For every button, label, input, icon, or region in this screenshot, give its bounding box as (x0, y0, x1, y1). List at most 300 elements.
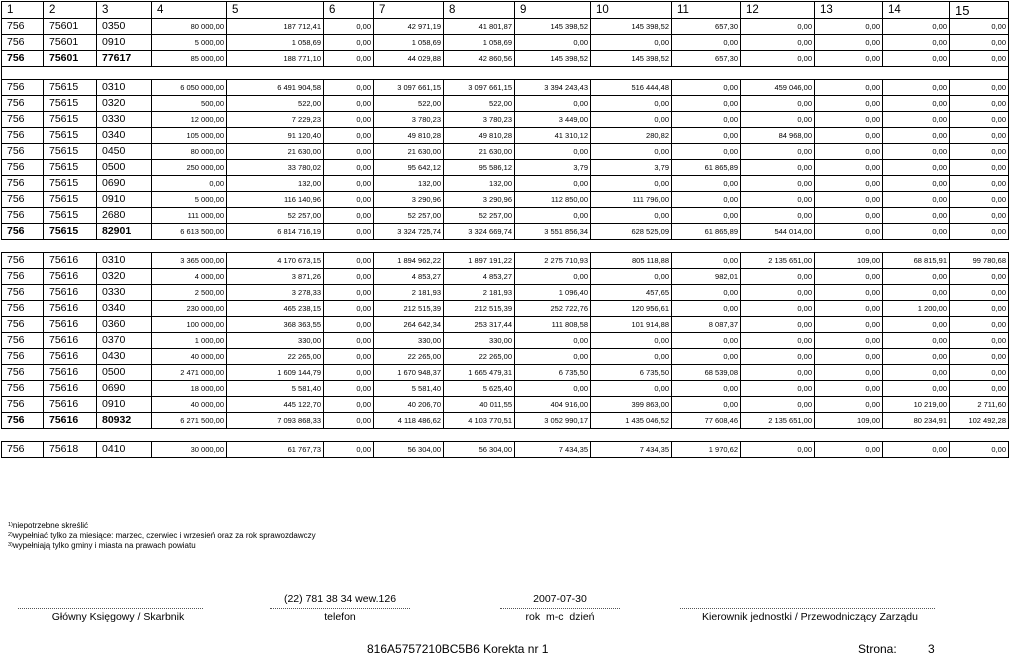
cell-col-5: 52 257,00 (227, 208, 324, 224)
cell-col-9: 3,79 (515, 160, 591, 176)
cell-col-9: 112 850,00 (515, 192, 591, 208)
cell-col-5: 1 058,69 (227, 35, 324, 51)
cell-col-15: 0,00 (950, 144, 1009, 160)
page-number: 3 (928, 642, 935, 656)
table-row (2, 381, 1009, 397)
cell-col-6: 0,00 (324, 224, 374, 240)
cell-col-10: 280,82 (591, 128, 672, 144)
cell-col-12: 0,00 (741, 144, 815, 160)
cell-col-7: 212 515,39 (374, 301, 444, 317)
cell-col-3: 0690 (97, 381, 152, 397)
cell-col-1: 756 (2, 112, 44, 128)
cell-col-6: 0,00 (324, 128, 374, 144)
cell-col-13: 0,00 (815, 160, 883, 176)
cell-col-15: 0,00 (950, 301, 1009, 317)
cell-col-11: 0,00 (672, 285, 741, 301)
cell-col-9: 0,00 (515, 144, 591, 160)
cell-col-1: 756 (2, 208, 44, 224)
cell-col-15: 0,00 (950, 35, 1009, 51)
cell-col-6: 0,00 (324, 176, 374, 192)
cell-col-6: 0,00 (324, 96, 374, 112)
cell-col-7: 5 581,40 (374, 381, 444, 397)
cell-col-15: 0,00 (950, 349, 1009, 365)
cell-col-8: 42 860,56 (444, 51, 515, 67)
cell-col-7: 3 290,96 (374, 192, 444, 208)
cell-col-15: 0,00 (950, 317, 1009, 333)
cell-col-15: 102 492,28 (950, 413, 1009, 429)
cell-col-12: 0,00 (741, 285, 815, 301)
cell-col-9: 2 275 710,93 (515, 253, 591, 269)
cell-col-12: 0,00 (741, 192, 815, 208)
cell-col-4: 250 000,00 (152, 160, 227, 176)
cell-col-1: 756 (2, 397, 44, 413)
cell-col-3: 0360 (97, 317, 152, 333)
accountant-signature-line (18, 608, 203, 609)
cell-col-11: 0,00 (672, 381, 741, 397)
cell-col-14: 0,00 (883, 51, 950, 67)
cell-col-15: 0,00 (950, 224, 1009, 240)
cell-col-9: 0,00 (515, 381, 591, 397)
cell-col-3: 0910 (97, 397, 152, 413)
cell-col-1: 756 (2, 381, 44, 397)
cell-col-2: 75601 (44, 51, 97, 67)
cell-col-15: 0,00 (950, 365, 1009, 381)
cell-col-11: 0,00 (672, 35, 741, 51)
cell-col-5: 5 (227, 2, 324, 19)
cell-col-10: 628 525,09 (591, 224, 672, 240)
cell-col-1: 756 (2, 365, 44, 381)
cell-col-4: 6 050 000,00 (152, 80, 227, 96)
cell-col-8: 522,00 (444, 96, 515, 112)
cell-col-5: 33 780,02 (227, 160, 324, 176)
cell-col-13: 0,00 (815, 381, 883, 397)
cell-col-14: 0,00 (883, 96, 950, 112)
cell-col-9: 0,00 (515, 208, 591, 224)
subtotal-row (2, 51, 1009, 67)
cell-col-15: 0,00 (950, 269, 1009, 285)
cell-col-15: 0,00 (950, 96, 1009, 112)
cell-col-4: 105 000,00 (152, 128, 227, 144)
cell-col-6: 0,00 (324, 112, 374, 128)
cell-col-13: 0,00 (815, 269, 883, 285)
cell-col-2: 75616 (44, 333, 97, 349)
cell-col-11: 0,00 (672, 128, 741, 144)
cell-col-13: 0,00 (815, 285, 883, 301)
cell-col-4: 100 000,00 (152, 317, 227, 333)
document-id: 816A5757210BC5B6 Korekta nr 1 (367, 642, 549, 656)
cell-col-10: 399 863,00 (591, 397, 672, 413)
cell-col-3: 0350 (97, 19, 152, 35)
cell-col-11: 61 865,89 (672, 160, 741, 176)
cell-col-8: 22 265,00 (444, 349, 515, 365)
cell-col-4: 0,00 (152, 176, 227, 192)
cell-col-14: 0,00 (883, 19, 950, 35)
cell-col-11: 0,00 (672, 176, 741, 192)
cell-col-5: 6 814 716,19 (227, 224, 324, 240)
cell-col-10: 0,00 (591, 35, 672, 51)
cell-col-9: 7 434,35 (515, 442, 591, 458)
cell-col-11: 0,00 (672, 96, 741, 112)
cell-col-10: 0,00 (591, 349, 672, 365)
cell-col-4: 30 000,00 (152, 442, 227, 458)
table-row (2, 80, 1009, 96)
cell-col-15: 0,00 (950, 333, 1009, 349)
cell-col-10: 7 434,35 (591, 442, 672, 458)
cell-col-9: 3 052 990,17 (515, 413, 591, 429)
cell-col-15: 0,00 (950, 442, 1009, 458)
section-separator (2, 67, 1009, 80)
cell-col-12: 2 135 651,00 (741, 253, 815, 269)
cell-col-12: 459 046,00 (741, 80, 815, 96)
table-row (2, 333, 1009, 349)
cell-col-4: 2 500,00 (152, 285, 227, 301)
cell-col-5: 7 229,23 (227, 112, 324, 128)
cell-col-10: 0,00 (591, 269, 672, 285)
cell-col-3: 0340 (97, 128, 152, 144)
cell-col-4: 80 000,00 (152, 144, 227, 160)
cell-col-15: 0,00 (950, 192, 1009, 208)
cell-col-1: 756 (2, 317, 44, 333)
cell-col-12: 0,00 (741, 96, 815, 112)
cell-col-10: 10 (591, 2, 672, 19)
cell-col-8: 1 665 479,31 (444, 365, 515, 381)
cell-col-2: 75616 (44, 317, 97, 333)
date-value: 2007-07-30 (533, 593, 587, 605)
cell-col-15: 0,00 (950, 176, 1009, 192)
cell-col-2: 75601 (44, 35, 97, 51)
cell-col-5: 91 120,40 (227, 128, 324, 144)
cell-col-13: 0,00 (815, 144, 883, 160)
table-row (2, 301, 1009, 317)
table-row (2, 19, 1009, 35)
cell-col-7: 44 029,88 (374, 51, 444, 67)
cell-col-4: 2 471 000,00 (152, 365, 227, 381)
cell-col-1: 756 (2, 80, 44, 96)
cell-col-12: 0,00 (741, 51, 815, 67)
cell-col-12: 0,00 (741, 381, 815, 397)
cell-col-12: 84 968,00 (741, 128, 815, 144)
cell-col-7: 1 058,69 (374, 35, 444, 51)
cell-col-8: 2 181,93 (444, 285, 515, 301)
cell-col-1: 756 (2, 192, 44, 208)
cell-col-11: 11 (672, 2, 741, 19)
cell-col-4: 85 000,00 (152, 51, 227, 67)
table-row (2, 285, 1009, 301)
cell-col-8: 8 (444, 2, 515, 19)
cell-col-1: 756 (2, 19, 44, 35)
cell-col-1: 756 (2, 96, 44, 112)
cell-col-5: 187 712,41 (227, 19, 324, 35)
cell-col-14: 0,00 (883, 365, 950, 381)
cell-col-10: 101 914,88 (591, 317, 672, 333)
cell-col-11: 657,30 (672, 51, 741, 67)
table-row (2, 96, 1009, 112)
cell-col-11: 77 608,46 (672, 413, 741, 429)
cell-col-10: 3,79 (591, 160, 672, 176)
cell-col-11: 0,00 (672, 397, 741, 413)
cell-col-1: 756 (2, 144, 44, 160)
cell-col-2: 75616 (44, 365, 97, 381)
cell-col-1: 756 (2, 253, 44, 269)
cell-col-6: 0,00 (324, 144, 374, 160)
cell-col-14: 0,00 (883, 192, 950, 208)
cell-col-9: 3 449,00 (515, 112, 591, 128)
table-row (2, 269, 1009, 285)
table-row (2, 397, 1009, 413)
date-label: rok m-c dzień (525, 611, 595, 623)
cell-col-6: 0,00 (324, 365, 374, 381)
cell-col-2: 75615 (44, 112, 97, 128)
cell-col-2: 75615 (44, 128, 97, 144)
cell-col-5: 132,00 (227, 176, 324, 192)
cell-col-14: 0,00 (883, 128, 950, 144)
cell-col-13: 13 (815, 2, 883, 19)
cell-col-9: 3 394 243,43 (515, 80, 591, 96)
page-label: Strona: (858, 642, 897, 656)
cell-col-12: 0,00 (741, 317, 815, 333)
cell-col-14: 0,00 (883, 285, 950, 301)
cell-col-10: 145 398,52 (591, 51, 672, 67)
cell-col-5: 7 093 868,33 (227, 413, 324, 429)
cell-col-2: 75615 (44, 208, 97, 224)
cell-col-8: 40 011,55 (444, 397, 515, 413)
cell-col-6: 0,00 (324, 285, 374, 301)
cell-col-6: 0,00 (324, 349, 374, 365)
table-row (2, 160, 1009, 176)
cell-col-4: 6 613 500,00 (152, 224, 227, 240)
cell-col-1: 756 (2, 333, 44, 349)
footnote-1: $^{1)}$niepotrzebne skreślić (8, 521, 89, 530)
cell-col-12: 0,00 (741, 349, 815, 365)
cell-col-5: 4 170 673,15 (227, 253, 324, 269)
cell-col-12: 0,00 (741, 176, 815, 192)
cell-col-7: 4 853,27 (374, 269, 444, 285)
cell-col-13: 0,00 (815, 224, 883, 240)
cell-col-9: 41 310,12 (515, 128, 591, 144)
cell-col-1: 756 (2, 128, 44, 144)
cell-col-1: 756 (2, 285, 44, 301)
cell-col-7: 56 304,00 (374, 442, 444, 458)
cell-col-12: 0,00 (741, 112, 815, 128)
cell-col-15: 0,00 (950, 285, 1009, 301)
cell-col-12: 0,00 (741, 397, 815, 413)
cell-col-15: 2 711,60 (950, 397, 1009, 413)
cell-col-3: 2680 (97, 208, 152, 224)
table-row (2, 208, 1009, 224)
cell-col-3: 82901 (97, 224, 152, 240)
cell-col-8: 212 515,39 (444, 301, 515, 317)
cell-col-8: 4 103 770,51 (444, 413, 515, 429)
cell-col-8: 52 257,00 (444, 208, 515, 224)
cell-col-10: 0,00 (591, 144, 672, 160)
cell-col-3: 0320 (97, 269, 152, 285)
cell-col-11: 68 539,08 (672, 365, 741, 381)
cell-col-15: 0,00 (950, 80, 1009, 96)
cell-col-1: 756 (2, 413, 44, 429)
cell-col-3: 0450 (97, 144, 152, 160)
table-row (2, 112, 1009, 128)
footnote-3: $^{3)}$wypełniają tylko gminy i miasta na prawach powiatu (8, 541, 196, 550)
cell-col-11: 8 087,37 (672, 317, 741, 333)
cell-col-11: 0,00 (672, 253, 741, 269)
cell-col-7: 1 670 948,37 (374, 365, 444, 381)
cell-col-4: 80 000,00 (152, 19, 227, 35)
cell-col-1: 756 (2, 301, 44, 317)
cell-col-3: 0910 (97, 192, 152, 208)
cell-col-13: 0,00 (815, 192, 883, 208)
cell-col-2: 75615 (44, 96, 97, 112)
cell-col-11: 1 970,62 (672, 442, 741, 458)
cell-col-7: 3 780,23 (374, 112, 444, 128)
cell-col-12: 0,00 (741, 19, 815, 35)
cell-col-2: 75615 (44, 80, 97, 96)
cell-col-9: 0,00 (515, 96, 591, 112)
cell-col-8: 5 625,40 (444, 381, 515, 397)
cell-col-4: 111 000,00 (152, 208, 227, 224)
cell-col-13: 0,00 (815, 51, 883, 67)
cell-col-10: 0,00 (591, 333, 672, 349)
section-separator (2, 429, 1009, 442)
cell-col-13: 109,00 (815, 413, 883, 429)
table-row (2, 128, 1009, 144)
cell-col-13: 0,00 (815, 176, 883, 192)
cell-col-6: 0,00 (324, 35, 374, 51)
cell-col-14: 68 815,91 (883, 253, 950, 269)
cell-col-5: 368 363,55 (227, 317, 324, 333)
cell-col-14: 0,00 (883, 35, 950, 51)
cell-col-3: 0330 (97, 285, 152, 301)
cell-col-14: 0,00 (883, 176, 950, 192)
cell-col-7: 4 118 486,62 (374, 413, 444, 429)
cell-col-13: 0,00 (815, 442, 883, 458)
cell-col-8: 1 058,69 (444, 35, 515, 51)
cell-col-14: 0,00 (883, 269, 950, 285)
cell-col-9: 145 398,52 (515, 19, 591, 35)
cell-col-6: 0,00 (324, 51, 374, 67)
cell-col-15: 0,00 (950, 160, 1009, 176)
cell-col-6: 0,00 (324, 269, 374, 285)
cell-col-3: 0370 (97, 333, 152, 349)
cell-col-12: 544 014,00 (741, 224, 815, 240)
cell-col-1: 756 (2, 35, 44, 51)
cell-col-14: 0,00 (883, 317, 950, 333)
cell-col-11: 0,00 (672, 333, 741, 349)
cell-col-6: 0,00 (324, 301, 374, 317)
header-row (2, 2, 1009, 19)
cell-col-10: 1 435 046,52 (591, 413, 672, 429)
cell-col-14: 0,00 (883, 381, 950, 397)
cell-col-13: 0,00 (815, 128, 883, 144)
cell-col-4: 6 271 500,00 (152, 413, 227, 429)
cell-col-13: 0,00 (815, 397, 883, 413)
cell-col-2: 75616 (44, 269, 97, 285)
cell-col-9: 111 808,58 (515, 317, 591, 333)
cell-col-9: 1 096,40 (515, 285, 591, 301)
cell-col-3: 0310 (97, 253, 152, 269)
phone-value: (22) 781 38 34 wew.126 (283, 593, 397, 605)
cell-col-14: 0,00 (883, 112, 950, 128)
cell-col-12: 0,00 (741, 365, 815, 381)
cell-col-7: 22 265,00 (374, 349, 444, 365)
cell-col-7: 522,00 (374, 96, 444, 112)
cell-col-7: 2 181,93 (374, 285, 444, 301)
cell-col-7: 42 971,19 (374, 19, 444, 35)
cell-col-6: 0,00 (324, 333, 374, 349)
cell-col-8: 95 586,12 (444, 160, 515, 176)
cell-col-8: 56 304,00 (444, 442, 515, 458)
cell-col-14: 80 234,91 (883, 413, 950, 429)
cell-col-11: 0,00 (672, 112, 741, 128)
cell-col-8: 1 897 191,22 (444, 253, 515, 269)
cell-col-6: 6 (324, 2, 374, 19)
table-row (2, 317, 1009, 333)
cell-col-2: 75618 (44, 442, 97, 458)
cell-col-12: 0,00 (741, 442, 815, 458)
cell-col-8: 3 780,23 (444, 112, 515, 128)
cell-col-5: 445 122,70 (227, 397, 324, 413)
cell-col-11: 61 865,89 (672, 224, 741, 240)
cell-col-8: 49 810,28 (444, 128, 515, 144)
cell-col-11: 982,01 (672, 269, 741, 285)
cell-col-3: 0330 (97, 112, 152, 128)
cell-col-3: 0340 (97, 301, 152, 317)
cell-col-3: 77617 (97, 51, 152, 67)
cell-col-6: 0,00 (324, 317, 374, 333)
cell-col-15: 0,00 (950, 112, 1009, 128)
cell-col-14: 0,00 (883, 349, 950, 365)
cell-col-5: 116 140,96 (227, 192, 324, 208)
cell-col-9: 3 551 856,34 (515, 224, 591, 240)
cell-col-5: 5 581,40 (227, 381, 324, 397)
cell-col-14: 0,00 (883, 333, 950, 349)
cell-col-5: 61 767,73 (227, 442, 324, 458)
cell-col-9: 145 398,52 (515, 51, 591, 67)
cell-col-14: 0,00 (883, 208, 950, 224)
cell-col-11: 0,00 (672, 144, 741, 160)
cell-col-5: 188 771,10 (227, 51, 324, 67)
cell-col-4: 3 365 000,00 (152, 253, 227, 269)
cell-col-13: 0,00 (815, 365, 883, 381)
cell-col-15: 0,00 (950, 19, 1009, 35)
cell-col-15: 99 780,68 (950, 253, 1009, 269)
cell-col-8: 330,00 (444, 333, 515, 349)
cell-col-8: 21 630,00 (444, 144, 515, 160)
cell-col-10: 0,00 (591, 176, 672, 192)
cell-col-12: 0,00 (741, 208, 815, 224)
accountant-label: Główny Księgowy / Skarbnik (51, 611, 185, 623)
cell-col-8: 253 317,44 (444, 317, 515, 333)
cell-col-5: 1 609 144,79 (227, 365, 324, 381)
cell-col-14: 1 200,00 (883, 301, 950, 317)
cell-col-10: 805 118,88 (591, 253, 672, 269)
cell-col-11: 0,00 (672, 80, 741, 96)
table-row (2, 365, 1009, 381)
cell-col-14: 14 (883, 2, 950, 19)
table-row (2, 176, 1009, 192)
date-line (500, 608, 620, 609)
cell-col-10: 0,00 (591, 381, 672, 397)
cell-col-8: 3 097 661,15 (444, 80, 515, 96)
table-row (2, 442, 1009, 458)
cell-col-6: 0,00 (324, 397, 374, 413)
cell-col-12: 0,00 (741, 35, 815, 51)
cell-col-7: 7 (374, 2, 444, 19)
cell-col-10: 0,00 (591, 112, 672, 128)
cell-col-1: 1 (2, 2, 44, 19)
cell-col-10: 111 796,00 (591, 192, 672, 208)
cell-col-10: 0,00 (591, 96, 672, 112)
cell-col-2: 75616 (44, 285, 97, 301)
